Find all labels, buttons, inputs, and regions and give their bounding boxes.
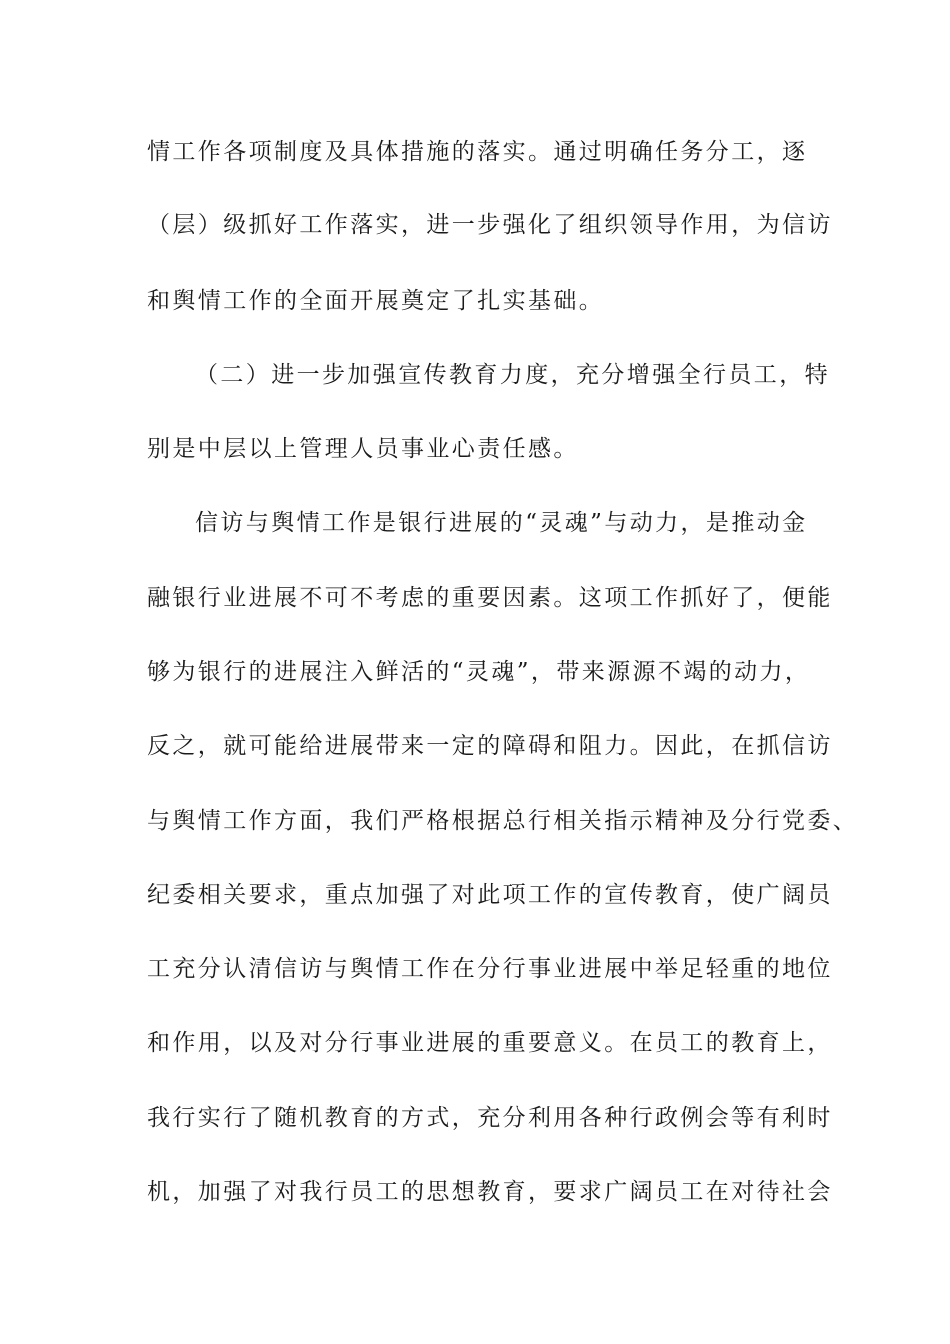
text-line: 和舆情工作的全面开展奠定了扎实基础。	[147, 288, 605, 314]
text-line: 机，加强了对我行员工的思想教育，要求广阔员工在对待社会	[147, 1179, 833, 1205]
paragraph-first-line: 信访与舆情工作是银行进展的“灵魂”与动力，是推动金	[195, 510, 808, 536]
text-line: 与舆情工作方面，我们严格根据总行相关指示精神及分行党委、	[147, 808, 859, 834]
text-line: 和作用，以及对分行事业进展的重要意义。在员工的教育上，	[147, 1030, 833, 1056]
text-line: 工充分认清信访与舆情工作在分行事业进展中举足轻重的地位	[147, 956, 833, 982]
section-heading-line: （二）进一步加强宣传教育力度，充分增强全行员工，特	[195, 362, 830, 388]
text-line: （层）级抓好工作落实，进一步强化了组织领导作用，为信访	[147, 212, 833, 238]
text-line: 情工作各项制度及具体措施的落实。通过明确任务分工，逐	[147, 139, 808, 165]
section-heading-line: 别是中层以上管理人员事业心责任感。	[147, 436, 579, 462]
text-line: 够为银行的进展注入鲜活的“灵魂”，带来源源不竭的动力，	[147, 659, 811, 685]
text-line: 我行实行了随机教育的方式，充分利用各种行政例会等有利时	[147, 1105, 833, 1131]
text-line: 纪委相关要求，重点加强了对此项工作的宣传教育，使广阔员	[147, 882, 833, 908]
text-line: 融银行业进展不可不考虑的重要因素。这项工作抓好了，便能	[147, 585, 833, 611]
text-line: 反之，就可能给进展带来一定的障碍和阻力。因此，在抓信访	[147, 733, 833, 759]
